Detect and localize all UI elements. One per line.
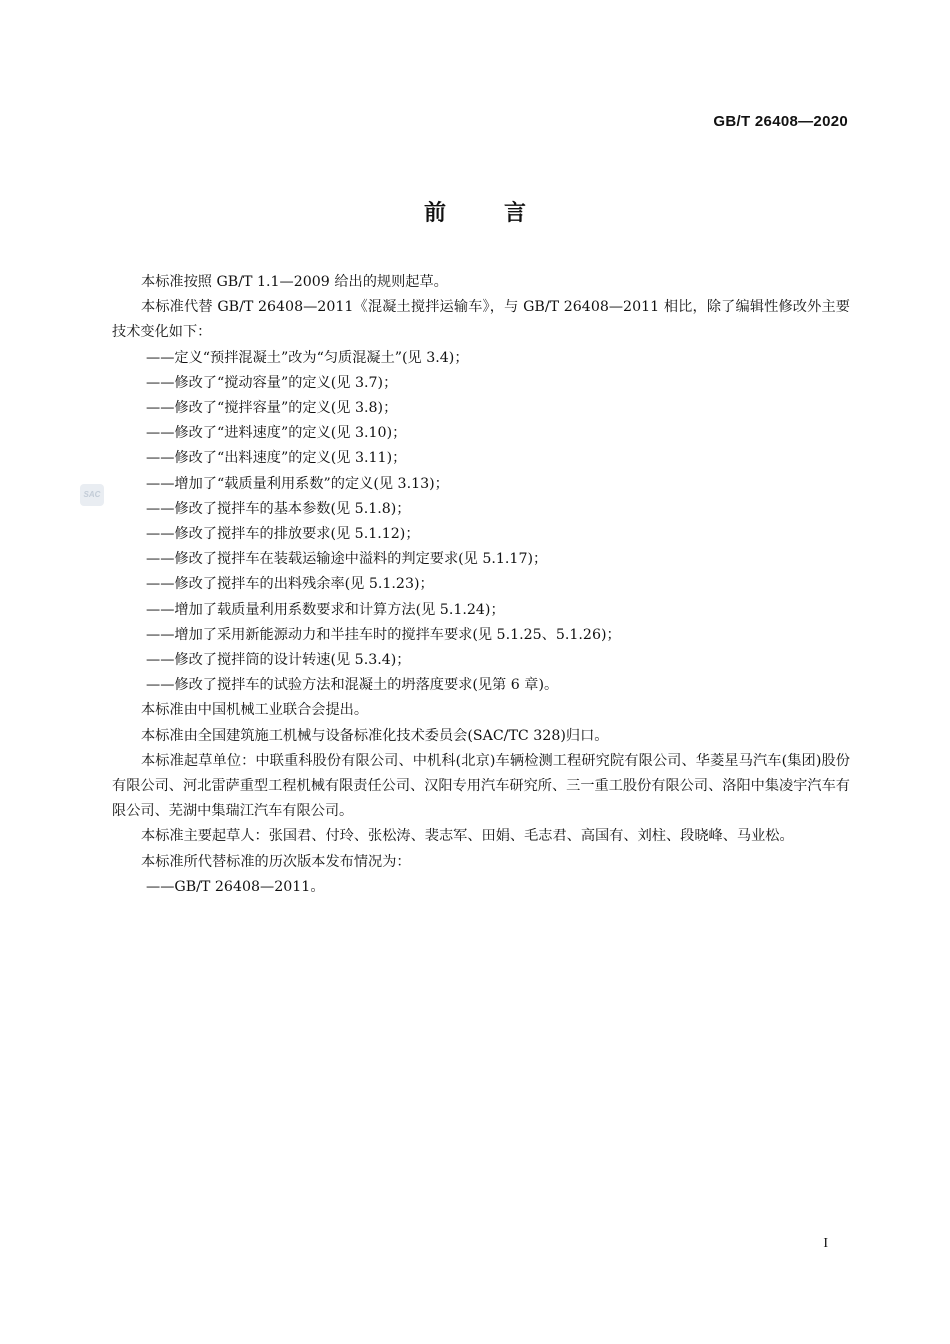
paragraph: 本标准由全国建筑施工机械与设备标准化技术委员会(SAC/TC 328)归口。 <box>141 727 609 744</box>
change-list-item: ——修改了搅拌筒的设计转速(见 5.3.4)； <box>146 652 411 669</box>
change-list-item: ——增加了“载质量利用系数”的定义(见 3.13)； <box>146 475 449 492</box>
document-body <box>112 270 850 900</box>
change-list-item: ——修改了搅拌车的基本参数(见 5.1.8)； <box>146 500 411 517</box>
change-list-item: ——增加了载质量利用系数要求和计算方法(见 5.1.24)； <box>146 601 505 618</box>
paragraph: 本标准起草单位：中联重科股份有限公司、中机科(北京)车辆检测工程研究院有限公司、华菱星马汽车(集团)股份有限公司、河北雷萨重型工程机械有限责任公司、汉阳专用汽车研究所、三一重工股份有限公司、洛阳中集凌宇汽车有限公司、芜湖中集瑞江汽车有限公司。 <box>112 752 850 820</box>
version-list-item: ——GB/T 26408—2011。 <box>146 878 325 895</box>
change-list-item: ——修改了搅拌车的出料残余率(见 5.1.23)； <box>146 576 434 593</box>
paragraph: 本标准所代替标准的历次版本发布情况为： <box>141 853 411 870</box>
paragraph: 本标准代替 GB/T 26408—2011《混凝土搅拌运输车》，与 GB/T 26408—2011 相比，除了编辑性修改外主要技术变化如下： <box>112 299 850 341</box>
change-list-item: ——修改了搅拌车的排放要求(见 5.1.12)； <box>146 526 420 543</box>
paragraph: 本标准主要起草人：张国君、付玲、张松涛、裴志军、田娟、毛志君、高国有、刘柱、段晓峰、马业松。 <box>141 828 794 845</box>
change-list-item: ——修改了搅拌车的试验方法和混凝土的坍落度要求(见第 6 章)。 <box>146 677 559 694</box>
change-list-item: ——修改了“搅动容量”的定义(见 3.7)； <box>146 374 398 391</box>
change-list-item: ——增加了采用新能源动力和半挂车时的搅拌车要求(见 5.1.25、5.1.26)； <box>146 626 621 643</box>
paragraph: 本标准由中国机械工业联合会提出。 <box>141 702 369 719</box>
change-list-item: ——修改了“出料速度”的定义(见 3.11)； <box>146 450 407 467</box>
change-list-item: ——修改了“进料速度”的定义(见 3.10)； <box>146 425 407 442</box>
sac-seal-icon: SAC <box>80 484 104 506</box>
page-number: I <box>823 1236 828 1251</box>
paragraph: 本标准按照 GB/T 1.1—2009 给出的规则起草。 <box>141 274 448 290</box>
change-list-item: ——修改了“搅拌容量”的定义(见 3.8)； <box>146 400 398 417</box>
change-list-item: ——定义“预拌混凝土”改为“匀质混凝土”(见 3.4)； <box>146 349 469 366</box>
page-title: 前言 <box>423 201 584 226</box>
change-list-item: ——修改了搅拌车在装载运输途中溢料的判定要求(见 5.1.17)； <box>146 551 548 568</box>
standard-code: GB/T 26408—2020 <box>713 113 848 130</box>
